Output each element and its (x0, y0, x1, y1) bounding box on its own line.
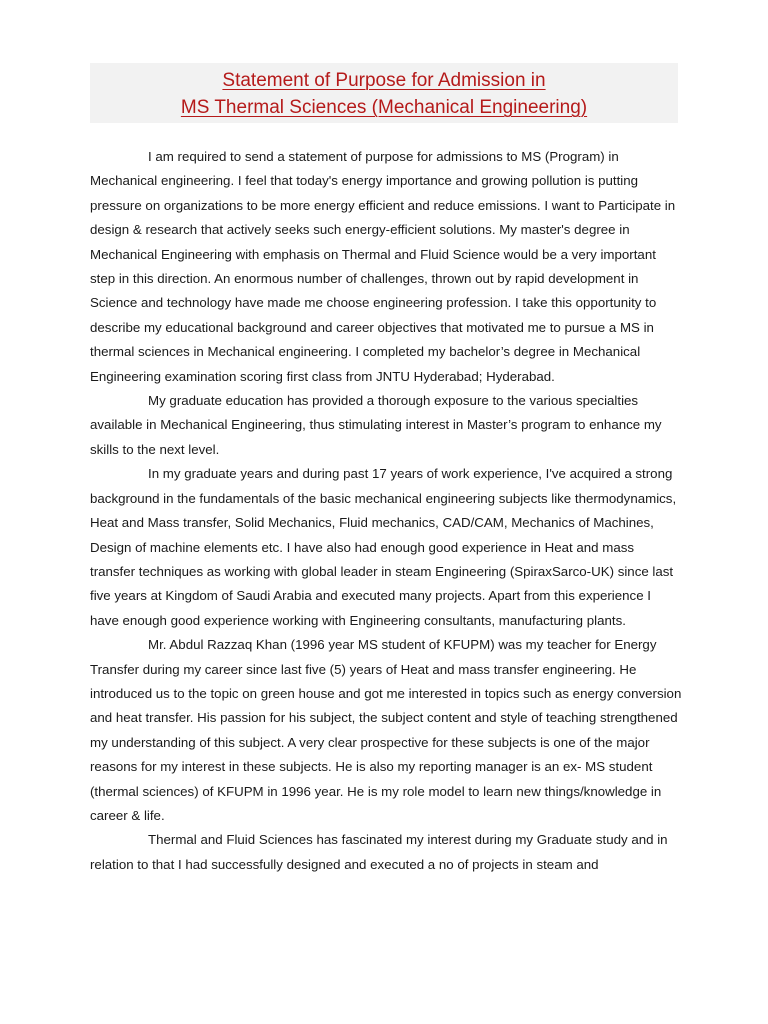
body-text (90, 145, 682, 877)
title-line-2: MS Thermal Sciences (Mechanical Engineering) (180, 97, 588, 118)
paragraph-2: My graduate education has provided a thorough exposure to the various specialties available in Mechanical Engineering, thus stimulating interest in Master’s program to enhance my skills to the next level. (90, 393, 662, 457)
paragraph-1: I am required to send a statement of purpose for admissions to MS (Program) in Mechanical engineering. I feel that today's energy importance and growing pollution is putting pressure on organizations to be more energy efficient and reduce emissions. I want to Participate in design & research that actively seeks such energy-efficient solutions. My master's degree in Mechanical Engineering with emphasis on Thermal and Fluid Science would be a very important step in this direction. An enormous number of challenges, thrown out by rapid development in Science and technology have made me choose engineering profession. I take this opportunity to describe my educational background and career objectives that motivated me to pursue a MS in thermal sciences in Mechanical engineering. I completed my bachelor’s degree in Mechanical Engineering examination scoring first class from JNTU Hyderabad; Hyderabad. (90, 149, 676, 384)
paragraph-5: Thermal and Fluid Sciences has fascinated my interest during my Graduate study and in relation to that I had successfully designed and executed a no of projects in steam and (90, 832, 668, 872)
title-block (90, 63, 678, 123)
paragraph-3: In my graduate years and during past 17 years of work experience, I've acquired a strong background in the fundamentals of the basic mechanical engineering subjects like thermodynamics, Heat and Mass transfer, Solid Mechanics, Fluid mechanics, CAD/CAM, Mechanics of Machines, Design of machine elements etc. I have also had enough good experience in Heat and mass transfer techniques as working with global leader in steam Engineering (SpiraxSarco-UK) since last five years at Kingdom of Saudi Arabia and executed many projects. Apart from this experience I have enough good experience working with Engineering consultants, manufacturing plants. (90, 466, 677, 628)
title-line-1: Statement of Purpose for Admission in (222, 70, 546, 91)
paragraph-4: Mr. Abdul Razzaq Khan (1996 year MS student of KFUPM) was my teacher for Energy Transfer during my career since last five (5) years of Heat and mass transfer engineering. He introduced us to the topic on green house and got me interested in topics such as energy conversion and heat transfer. His passion for his subject, the subject content and style of teaching strengthened my understanding of this subject. A very clear prospective for these subjects is one of the major reasons for my interest in these subjects. He is also my reporting manager is an ex- MS student (thermal sciences) of KFUPM in 1996 year. He is my role model to learn new things/knowledge in career & life. (90, 637, 682, 823)
